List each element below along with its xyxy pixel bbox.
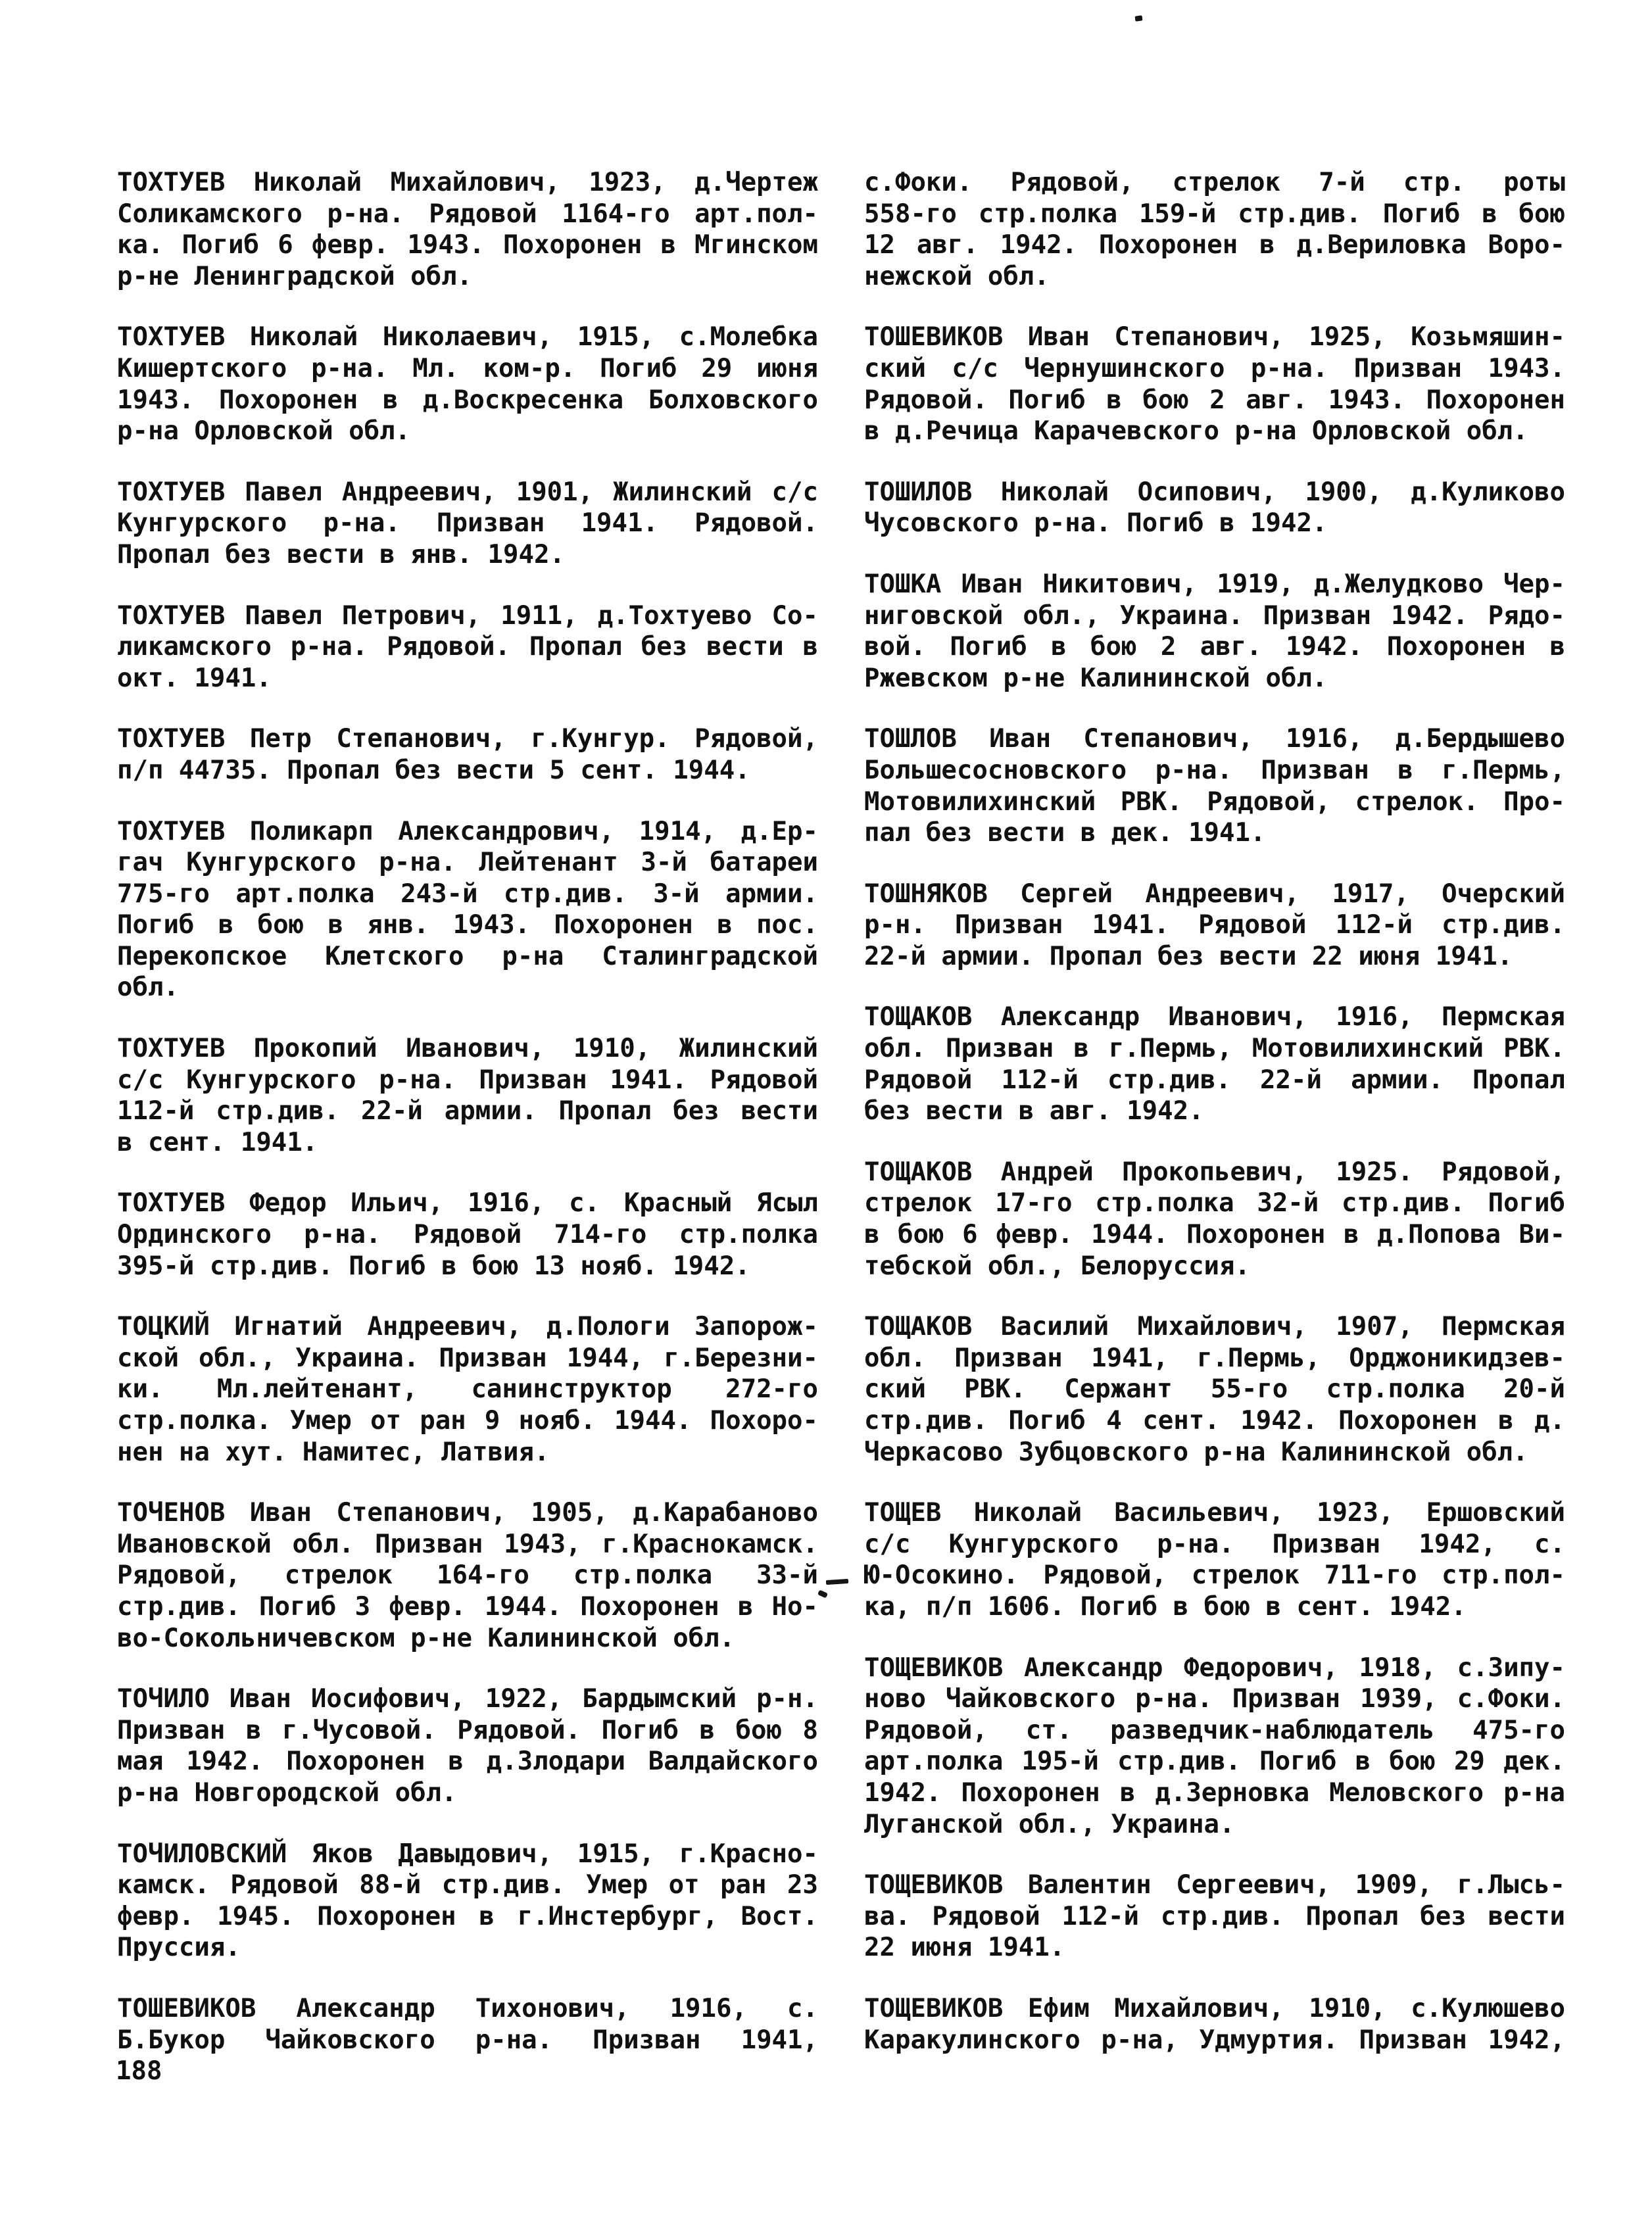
- text-column-left: [117, 167, 818, 2056]
- entry-line: ТОХТУЕВ Поликарп Александрович, 1914, д.Ер-: [117, 816, 818, 846]
- entry-line: нен на хут. Намитес, Латвия.: [117, 1437, 550, 1467]
- memorial-entry: [864, 1497, 1565, 1622]
- memorial-entry: [117, 1033, 818, 1158]
- entry-line: камск. Рядовой 88-й стр.див. Умер от ран 23: [117, 1870, 818, 1900]
- entry-line: ТОХТУЕВ Павел Андреевич, 1901, Жилинский с/с: [117, 477, 818, 507]
- entry-line: пал без вести в дек. 1941.: [864, 818, 1266, 848]
- entry-line: р-н. Призван 1941. Рядовой 112-й стр.див.: [864, 910, 1565, 940]
- entry-line: без вести в авг. 1942.: [864, 1096, 1204, 1126]
- entry-line: Призван в г.Чусовой. Рядовой. Погиб в бою 8: [117, 1715, 818, 1745]
- entry-line: ТОХТУЕВ Николай Николаевич, 1915, с.Молебка: [117, 322, 818, 352]
- entry-line: Рядовой 112-й стр.див. 22-й армии. Пропал: [864, 1065, 1565, 1095]
- memorial-entry: [864, 1311, 1565, 1468]
- entry-line: ТОЦКИЙ Игнатий Андреевич, д.Пологи Запорож-: [117, 1312, 818, 1342]
- entry-line: р-на Новгородской обл.: [117, 1777, 457, 1808]
- entry-line: р-на Орловской обл.: [117, 416, 411, 446]
- entry-line: ский с/с Чернушинского р-на. Призван 1943.: [864, 353, 1565, 383]
- entry-line: нежской обл.: [864, 261, 1050, 291]
- memorial-entry: [117, 723, 818, 786]
- entry-line: 1943. Похоронен в д.Воскресенка Болховского: [117, 385, 818, 415]
- entry-line: ниговской обл., Украина. Призван 1942. Рядо-: [864, 600, 1565, 631]
- memorial-entry: [117, 1311, 818, 1468]
- entry-line: арт.полка 195-й стр.див. Погиб в бою 29 дек.: [864, 1747, 1565, 1777]
- memorial-entry: [864, 1653, 1565, 1841]
- entry-line: февр. 1945. Похоронен в г.Инстербург, Вост.: [117, 1901, 818, 1931]
- entry-line: ТОШЕВИКОВ Александр Тихонович, 1916, с.: [117, 1993, 818, 2023]
- memorial-entry: [864, 477, 1565, 539]
- memorial-entry: [117, 816, 818, 1004]
- entry-line: вой. Погиб в бою 2 авг. 1942. Похоронен в: [864, 632, 1565, 662]
- memorial-entry: [117, 600, 818, 694]
- memorial-entry: [117, 1188, 818, 1282]
- entry-line: обл.: [117, 973, 179, 1003]
- entry-line: ТОХТУЕВ Николай Михайлович, 1923, д.Чертеж: [117, 168, 818, 197]
- entry-line: Ординского р-на. Рядовой 714-го стр.полка: [117, 1220, 818, 1250]
- entry-line: 22 июня 1941.: [864, 1933, 1065, 1963]
- page-number: 188: [116, 2056, 162, 2086]
- entry-line: ка, п/п 1606. Погиб в бою в сент. 1942.: [864, 1591, 1467, 1622]
- entry-line: во-Сокольничевском р-не Калининской обл.: [117, 1623, 735, 1653]
- entry-line: ТОЩЕВ Николай Васильевич, 1923, Ершовский: [864, 1498, 1565, 1528]
- entry-line: ТОШКА Иван Никитович, 1919, д.Желудково Чер-: [864, 569, 1565, 599]
- entry-line: с/с Кунгурского р-на. Призван 1942, с.: [864, 1529, 1565, 1559]
- entry-line: Ржевском р-не Калининской обл.: [864, 663, 1328, 693]
- entry-line: Луганской обл., Украина.: [864, 1809, 1235, 1839]
- entry-line: ТОХТУЕВ Федор Ильич, 1916, с. Красный Ясыл: [117, 1188, 818, 1219]
- entry-line: ТОЧИЛОВСКИЙ Яков Давыдович, 1915, г.Красно-: [117, 1839, 818, 1869]
- entry-line: Погиб в бою в янв. 1943. Похоронен в пос.: [117, 910, 818, 940]
- scan-speck-artifact: [1134, 15, 1142, 21]
- entry-line: п/п 44735. Пропал без вести 5 сент. 1944.: [117, 755, 750, 785]
- entry-line: в бою 6 февр. 1944. Похоронен в д.Попова Ви-: [864, 1220, 1565, 1250]
- entry-line: ТОЩАКОВ Александр Иванович, 1916, Пермская: [864, 1002, 1565, 1032]
- entry-line: Рядовой. Погиб в бою 2 авг. 1943. Похоронен: [864, 385, 1565, 415]
- entry-line: Ю-Осокино. Рядовой, стрелок 711-го стр.пол-: [864, 1560, 1565, 1591]
- entry-line: ТОЩЕВИКОВ Ефим Михайлович, 1910, с.Кулюшево: [864, 1993, 1565, 2023]
- entry-line: Пруссия.: [117, 1933, 241, 1963]
- memorial-entry: [864, 1001, 1565, 1126]
- entry-line: в сент. 1941.: [117, 1127, 318, 1157]
- entry-line: Рядовой, ст. разведчик-наблюдатель 475-го: [864, 1715, 1565, 1745]
- entry-line: ТОХТУЕВ Павел Петрович, 1911, д.Тохтуево Со-: [117, 600, 818, 631]
- memorial-entry: [864, 1993, 1565, 2056]
- entry-line: тебской обл., Белоруссия.: [864, 1251, 1250, 1281]
- text-column-right: [864, 167, 1565, 2056]
- entry-line: ново Чайковского р-на. Призван 1939, с.Фоки.: [864, 1684, 1565, 1714]
- memorial-entry: [117, 1683, 818, 1808]
- entry-line: стр.див. Погиб 3 февр. 1944. Похоронен в Но-: [117, 1591, 818, 1622]
- memorial-entry: [117, 1993, 818, 2056]
- entry-line: окт. 1941.: [117, 663, 272, 693]
- scan-hook-artifact: [817, 1589, 828, 1598]
- entry-line: ТОШЛОВ Иван Степанович, 1916, д.Бердышево: [864, 724, 1565, 754]
- entry-line: ТОШНЯКОВ Сергей Андреевич, 1917, Очерский: [864, 879, 1565, 909]
- entry-line: Перекопское Клетского р-на Сталинградской: [117, 941, 818, 971]
- entry-line: ки. Мл.лейтенант, санинструктор 272-го: [117, 1374, 818, 1405]
- entry-line: Соликамского р-на. Рядовой 1164-го арт.пол-: [117, 199, 818, 229]
- entry-line: ТОХТУЕВ Прокопий Иванович, 1910, Жилинский: [117, 1034, 818, 1064]
- entry-line: ка. Погиб 6 февр. 1943. Похоронен в Мгинском: [117, 230, 818, 260]
- entry-line: ТОЩАКОВ Василий Михайлович, 1907, Пермская: [864, 1312, 1565, 1342]
- entry-line: ТОЩАКОВ Андрей Прокопьевич, 1925. Рядовой,: [864, 1157, 1565, 1187]
- entry-line: гач Кунгурского р-на. Лейтенант 3-й батареи: [117, 848, 818, 878]
- memorial-entry: [864, 322, 1565, 446]
- entry-line: стр.полка. Умер от ран 9 нояб. 1944. Похоро-: [117, 1406, 818, 1436]
- entry-line: Каракулинского р-на, Удмуртия. Призван 1942,: [864, 2025, 1565, 2055]
- memorial-entry: [117, 322, 818, 446]
- entry-line: ликамского р-на. Рядовой. Пропал без вести в: [117, 632, 818, 662]
- entry-line: 395-й стр.див. Погиб в бою 13 нояб. 1942.: [117, 1251, 750, 1281]
- entry-line: стр.див. Погиб 4 сент. 1942. Похоронен в д.: [864, 1406, 1565, 1436]
- entry-line: ТОШИЛОВ Николай Осипович, 1900, д.Куликово: [864, 477, 1565, 507]
- entry-line: Чусовского р-на. Погиб в 1942.: [864, 508, 1328, 539]
- entry-line: ТОЧИЛО Иван Иосифович, 1922, Бардымский р-н.: [117, 1684, 818, 1714]
- memorial-entry: [864, 879, 1565, 973]
- memorial-entry: [864, 167, 1565, 292]
- entry-line: в д.Речица Карачевского р-на Орловской обл.: [864, 416, 1528, 446]
- memorial-entry: [864, 1157, 1565, 1282]
- entry-line: Рядовой, стрелок 164-го стр.полка 33-й: [117, 1560, 818, 1591]
- entry-line: Кишертского р-на. Мл. ком-р. Погиб 29 июня: [117, 353, 818, 383]
- memorial-entry: [117, 1839, 818, 1964]
- entry-line: 775-го арт.полка 243-й стр.див. 3-й армии.: [117, 879, 818, 909]
- entry-line: 12 авг. 1942. Похоронен в д.Вериловка Воро-: [864, 230, 1565, 260]
- entry-line: с/с Кунгурского р-на. Призван 1941. Рядовой: [117, 1065, 818, 1095]
- entry-line: 558-го стр.полка 159-й стр.див. Погиб в бою: [864, 199, 1565, 229]
- entry-line: Мотовилихинский РВК. Рядовой, стрелок. Про-: [864, 786, 1565, 817]
- entry-line: Ивановской обл. Призван 1943, г.Краснокамск.: [117, 1529, 818, 1559]
- entry-line: 112-й стр.див. 22-й армии. Пропал без вести: [117, 1096, 818, 1126]
- entry-line: 22-й армии. Пропал без вести 22 июня 1941.: [864, 941, 1513, 971]
- entry-line: Пропал без вести в янв. 1942.: [117, 539, 565, 569]
- entry-line: ва. Рядовой 112-й стр.див. Пропал без вести: [864, 1901, 1565, 1931]
- entry-line: с.Фоки. Рядовой, стрелок 7-й стр. роты: [864, 168, 1565, 197]
- entry-line: ский РВК. Сержант 55-го стр.полка 20-й: [864, 1374, 1565, 1405]
- entry-line: ской обл., Украина. Призван 1944, г.Березни-: [117, 1343, 818, 1373]
- memorial-entry: [864, 569, 1565, 694]
- memorial-entry: [117, 1497, 818, 1654]
- entry-line: ТОХТУЕВ Петр Степанович, г.Кунгур. Рядовой,: [117, 724, 818, 754]
- entry-line: Б.Букор Чайковского р-на. Призван 1941,: [117, 2025, 818, 2055]
- entry-line: обл. Призван в г.Пермь, Мотовилихинский РВК.: [864, 1034, 1565, 1064]
- entry-line: Большесосновского р-на. Призван в г.Пермь,: [864, 755, 1565, 785]
- entry-line: р-не Ленинградской обл.: [117, 261, 473, 291]
- entry-line: ТОЧЕНОВ Иван Степанович, 1905, д.Карабаново: [117, 1498, 818, 1528]
- memorial-entry: [117, 167, 818, 292]
- entry-line: обл. Призван 1941, г.Пермь, Орджоникидзев-: [864, 1343, 1565, 1373]
- entry-line: стрелок 17-го стр.полка 32-й стр.див. Погиб: [864, 1188, 1565, 1219]
- entry-line: 1942. Похоронен в д.Зерновка Меловского р-на: [864, 1777, 1565, 1808]
- scan-dash-artifact: [826, 1579, 848, 1585]
- entry-line: Черкасово Зубцовского р-на Калининской обл.: [864, 1437, 1528, 1467]
- memorial-entry: [864, 1870, 1565, 1964]
- memorial-entry: [864, 723, 1565, 848]
- entry-line: ТОЩЕВИКОВ Александр Федорович, 1918, с.Зипу-: [864, 1653, 1565, 1683]
- entry-line: Кунгурского р-на. Призван 1941. Рядовой.: [117, 508, 818, 539]
- entry-line: ТОЩЕВИКОВ Валентин Сергеевич, 1909, г.Лысь-: [864, 1870, 1565, 1900]
- entry-line: мая 1942. Похоронен в д.Злодари Валдайского: [117, 1747, 818, 1777]
- entry-line: ТОШЕВИКОВ Иван Степанович, 1925, Козьмяшин-: [864, 322, 1565, 352]
- memorial-entry: [117, 477, 818, 571]
